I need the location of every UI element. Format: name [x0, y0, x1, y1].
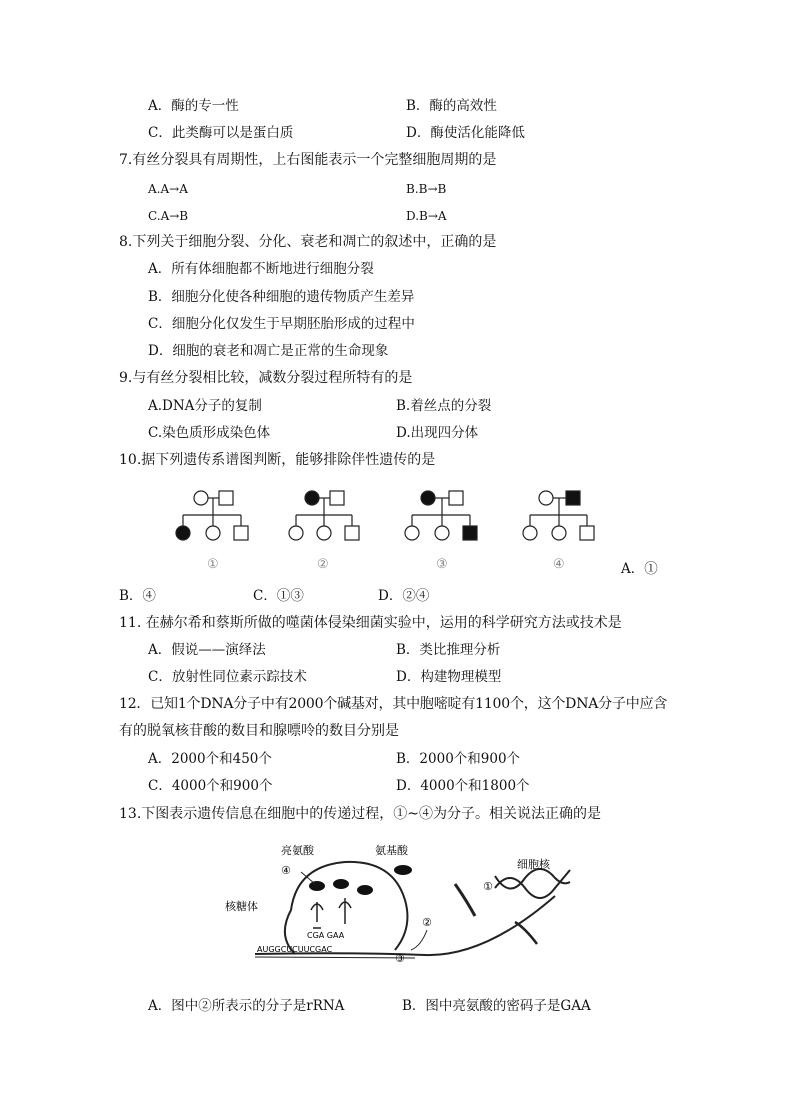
q12-option-a: A．2000个和450个 — [148, 751, 272, 767]
q13-option-a: A．图中②所表示的分子是rRNA — [148, 998, 345, 1014]
q12-option-b: B．2000个和900个 — [396, 751, 521, 767]
circled-1: ① — [483, 880, 493, 893]
pedigree-2 — [289, 491, 359, 540]
mrna-sequence: AUGGCUCUUCGAC — [257, 945, 333, 954]
q8-stem: 8.下列关于细胞分裂、分化、衰老和凋亡的叙述中，正确的是 — [119, 234, 497, 250]
pedigree-figure — [160, 480, 630, 580]
pedigree-label-3: ③ — [436, 557, 448, 572]
q9-option-c: C.染色质形成染色体 — [148, 425, 271, 441]
label-ribosome: 核糖体 — [225, 900, 258, 913]
dna-helix-icon — [495, 869, 570, 898]
circled-3: ③ — [395, 952, 405, 965]
q11-option-d: D．构建物理模型 — [396, 669, 502, 685]
q9-option-b: B.着丝点的分裂 — [396, 398, 492, 414]
q6-option-d: D．酶使活化能降低 — [406, 125, 525, 141]
q9-option-d: D.出现四分体 — [396, 425, 479, 441]
q7-option-c: C.A→B — [148, 209, 189, 223]
q7-stem: 7.有丝分裂具有周期性，上右图能表示一个完整细胞周期的是 — [119, 152, 497, 168]
q8-option-b: B．细胞分化使各种细胞的遗传物质产生差异 — [148, 289, 415, 305]
anticodon-label: CGA GAA — [307, 931, 345, 940]
circled-4: ④ — [281, 864, 291, 877]
q13-option-b: B．图中亮氨酸的密码子是GAA — [402, 998, 591, 1014]
q11-option-a: A．假说——演绎法 — [148, 642, 266, 658]
q12-stem-line2: 有的脱氧核苷酸的数目和腺嘌呤的数目分别是 — [119, 723, 399, 739]
pedigree-label-2: ② — [317, 557, 329, 572]
q9-option-a: A.DNA分子的复制 — [148, 398, 262, 414]
q8-option-d: D．细胞的衰老和凋亡是正常的生命现象 — [148, 343, 389, 359]
q7-option-b: B.B→B — [406, 182, 447, 196]
q8-option-c: C．细胞分化仅发生于早期胚胎形成的过程中 — [148, 316, 415, 332]
label-nucleus: 细胞核 — [517, 858, 550, 871]
q6-option-c: C．此类酶可以是蛋白质 — [148, 125, 294, 141]
label-leucine: 亮氨酸 — [281, 844, 314, 857]
q7-option-a: A.A→A — [148, 182, 188, 196]
q10-option-d: D．②④ — [378, 588, 430, 604]
pedigree-3 — [405, 491, 477, 540]
q11-option-b: B．类比推理分析 — [396, 642, 501, 658]
q9-stem: 9.与有丝分裂相比较，减数分裂过程所特有的是 — [119, 370, 413, 386]
ribosome-outline — [285, 862, 408, 954]
q10-option-b: B．④ — [119, 588, 156, 604]
translation-figure — [225, 838, 585, 978]
label-amino-acid: 氨基酸 — [375, 844, 408, 857]
q12-option-d: D．4000个和1800个 — [396, 778, 530, 794]
pedigree-1 — [176, 491, 248, 540]
q11-stem: 11. 在赫尔希和蔡斯所做的噬菌体侵染细菌实验中，运用的科学研究方法或技术是 — [119, 615, 622, 631]
pedigree-4 — [523, 491, 594, 540]
circled-2: ② — [422, 916, 432, 929]
q10-stem: 10.据下列遗传系谱图判断，能够排除伴性遗传的是 — [119, 452, 436, 468]
pedigree-label-4: ④ — [553, 557, 565, 572]
q6-option-b: B．酶的高效性 — [406, 98, 497, 114]
q13-stem: 13.下图表示遗传信息在细胞中的传递过程，①~④为分子。相关说法正确的是 — [119, 806, 601, 822]
q8-option-a: A．所有体细胞都不断地进行细胞分裂 — [148, 261, 374, 277]
q7-option-d: D.B→A — [406, 209, 447, 223]
q10-option-a: A．① — [621, 561, 658, 577]
q10-option-c: C．①③ — [253, 588, 304, 604]
q12-option-c: C．4000个和900个 — [148, 778, 273, 794]
q6-option-a: A．酶的专一性 — [148, 98, 239, 114]
q12-stem-line1: 12．已知1个DNA分子中有2000个碱基对，其中胞嘧啶有1100个，这个DNA分子中应含 — [119, 696, 668, 712]
q11-option-c: C．放射性同位素示踪技术 — [148, 669, 307, 685]
pedigree-label-1: ① — [207, 557, 219, 572]
